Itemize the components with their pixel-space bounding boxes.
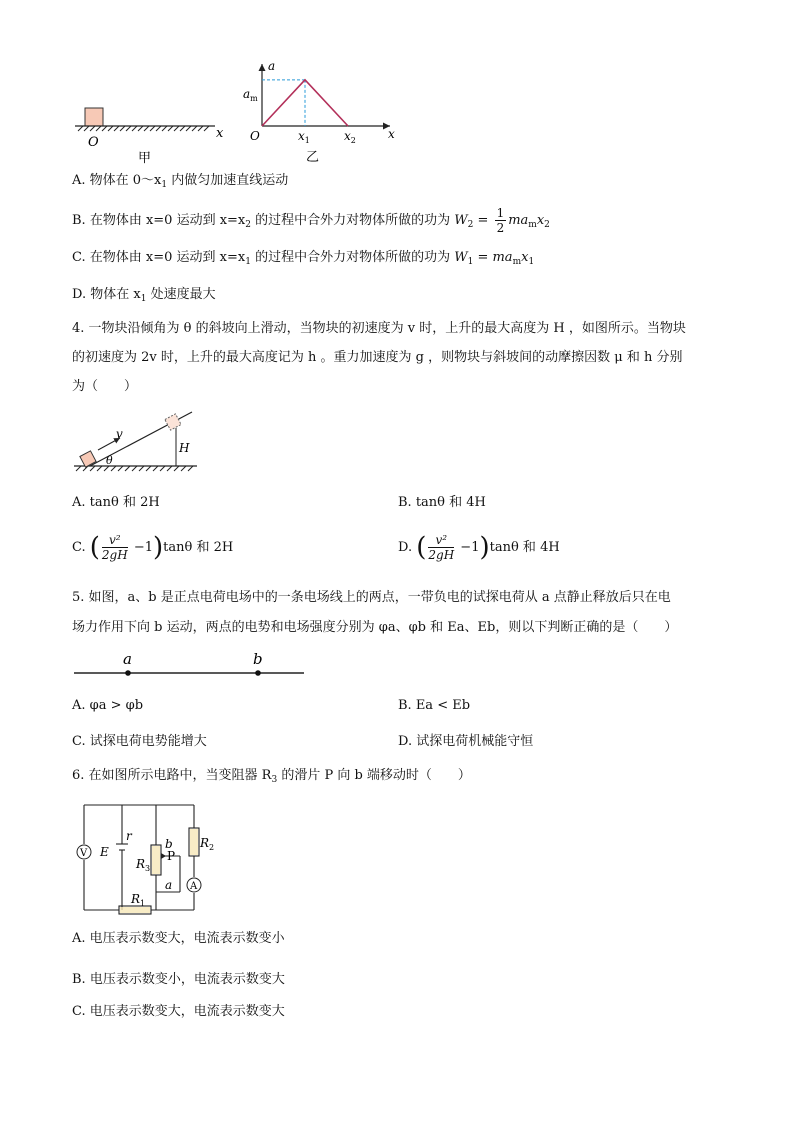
r3-label: $R_3$: [136, 857, 151, 873]
point-b: [255, 670, 261, 676]
figure-slope: [72, 408, 202, 478]
r1-label: $R_1$: [131, 892, 146, 908]
figure-circuit: [74, 800, 224, 918]
q6-stem: 6. 在如图所示电路中，当变阻器 $R_3$ 的滑片 P 向 b 端移动时（ ）: [72, 768, 471, 785]
x1-tick-label: $x_1$: [298, 129, 310, 145]
am-label: $a_m$: [243, 87, 258, 103]
q6-option-a: A. 电压表示数变大，电流表示数变小: [72, 931, 285, 946]
x-axis-label: x: [216, 126, 224, 141]
q5-option-c: C. 试探电荷电势能增大: [72, 734, 207, 749]
voltmeter-label: V: [80, 848, 88, 859]
point-a-label: a: [123, 650, 132, 668]
theta-label: θ: [106, 454, 113, 467]
q5-option-d: D. 试探电荷机械能守恒: [398, 734, 534, 749]
q5-option-b: B. Ea < Eb: [398, 698, 471, 713]
caption-jia: 甲: [138, 151, 152, 166]
figure-field-line: [72, 650, 312, 682]
q4-option-a: A. tanθ 和 2H: [72, 495, 160, 510]
figure-jia: [70, 100, 235, 170]
q5-option-a: A. φa > φb: [72, 698, 144, 713]
origin-label: O: [88, 135, 99, 150]
emf-label: E: [100, 845, 109, 859]
block-top: [165, 414, 181, 430]
origin-label-yi: O: [250, 129, 260, 143]
ammeter-label: A: [190, 881, 198, 892]
block: [85, 108, 103, 126]
figure-yi-chart: [240, 58, 400, 168]
q3-option-a: A. 物体在 $0\sim x_1$ 内做匀加速直线运动: [72, 173, 289, 190]
q4-option-b: B. tanθ 和 4H: [398, 495, 486, 510]
point-a: [125, 670, 131, 676]
caption-yi: 乙: [306, 150, 320, 165]
q6-option-c: C. 电压表示数变大，电流表示数变大: [72, 1004, 285, 1019]
point-b-label: b: [253, 650, 263, 668]
q4-option-c: C. ( $\frac{\text{v²}}{2gH}$ −1)tanθ 和 2H: [72, 532, 234, 563]
q4-stem-line1: 4. 一物块沿倾角为 θ 的斜坡向上滑动，当物块的初速度为 v 时，上升的最大高度为 H ，如图所示。当物块: [72, 321, 686, 336]
terminal-a-label: a: [165, 878, 173, 892]
q5-stem-line2: 场力作用下向 b 运动，两点的电势和电场强度分别为 φa、φb 和 Ea、Eb，则以下判断正确的是（ ）: [72, 620, 678, 635]
q4-stem-line2: 的初速度为 2v 时，上升的最大高度记为 h 。重力加速度为 g ，则物块与斜坡间的动摩擦因数 μ 和 h 分别: [72, 350, 683, 365]
q3-option-c: C. 在物体由 x=0 运动到 $x=x_1$ 的过程中合外力对物体所做的功为 $W_1 = ma_mx_1$: [72, 250, 535, 267]
q5-stem-line1: 5. 如图，a、b 是正点电荷电场中的一条电场线上的两点，一带负电的试探电荷从 a 点静止释放后只在电: [72, 590, 671, 605]
q6-option-b: B. 电压表示数变小，电流表示数变大: [72, 972, 285, 987]
x2-tick-label: $x_2$: [344, 129, 356, 145]
a-axis-label: a: [268, 59, 276, 73]
internal-r-label: r: [126, 829, 132, 843]
terminal-b-label: b: [165, 837, 173, 851]
q4-option-d: D. ( $\frac{\text{v²}}{2gH}$ −1)tanθ 和 4H: [398, 532, 560, 563]
slider-p-label: P: [167, 849, 176, 863]
velocity-label: v: [116, 427, 123, 441]
q3-option-b: B. 在物体由 x=0 运动到 $x=x_2$ 的过程中合外力对物体所做的功为 $W_2$ = $\frac{1}{2}$ $ma_mx_2$: [72, 206, 550, 235]
height-label: H: [179, 441, 190, 455]
q3-option-d: D. 物体在 $x_1$ 处速度最大: [72, 287, 216, 304]
x-axis-label-yi: x: [388, 127, 395, 141]
q4-stem-line3: 为（ ）: [72, 379, 138, 394]
ground-hatch: [78, 126, 209, 131]
slope-ground-hatch: [76, 466, 193, 471]
r2-label: $R_2$: [200, 836, 215, 852]
